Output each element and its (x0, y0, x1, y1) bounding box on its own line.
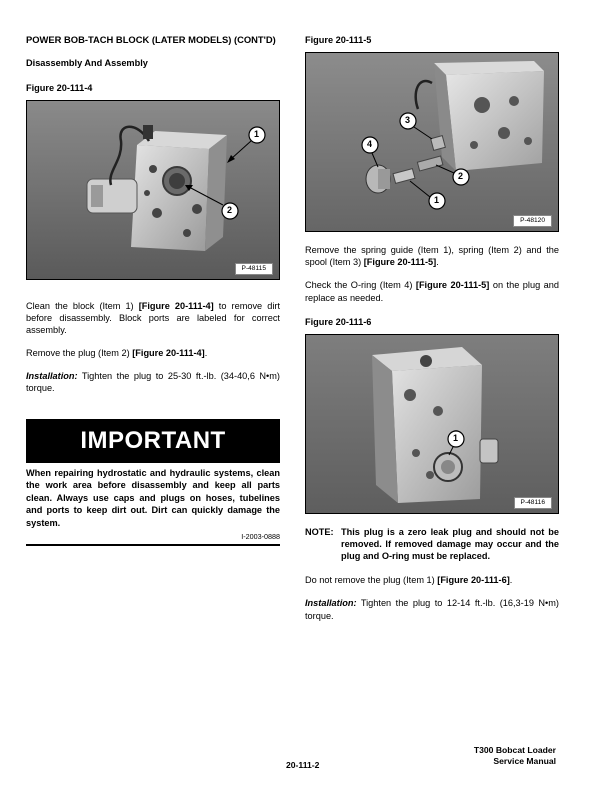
figure-20-111-4-photo (26, 100, 280, 280)
installation-label: Installation: (305, 598, 357, 609)
figure-label-20-111-4: Figure 20-111-4 (26, 82, 93, 93)
paragraph-do-not-remove-plug: Do not remove the plug (Item 1) [Figure 20-111-6]. (305, 575, 513, 586)
footer-title (474, 745, 556, 768)
installation-note: Installation: Tighten the plug to 12-14 ft.-lb. (16,3-19 N•m) torque. (305, 598, 559, 621)
figure-label-20-111-6: Figure 20-111-6 (305, 316, 372, 327)
valve-block-illustration (27, 101, 279, 279)
photo-number: P-48115 (235, 263, 273, 275)
figure-label-20-111-5: Figure 20-111-5 (305, 35, 372, 45)
figure-ref: [Figure 20-111-4] (132, 348, 205, 359)
left-column (26, 34, 280, 546)
photo-number: P-48120 (513, 215, 552, 227)
section-subtitle: Disassembly And Assembly (26, 58, 148, 69)
figure-ref: [Figure 20-111-4] (138, 300, 214, 311)
important-code: I-2003-0888 (241, 532, 280, 542)
note-text: This plug is a zero leak plug and should not be removed. If removed damage may occur and the plug and O-ring must be replaced. (341, 526, 559, 562)
photo-number: P-48116 (514, 497, 552, 509)
note-label: NOTE: (305, 526, 334, 537)
callout-1-label: 1 (434, 195, 440, 206)
important-text: When repairing hydrostatic and hydraulic systems, clean the work area before disassembly and keep all parts clean. Always use caps and plugs on hoses, tubelines and ports to keep dirt out. Dirt can quickly damage the system. (26, 467, 280, 528)
paragraph-clean-block: Clean the block (Item 1) [Figure 20-111-4] to remove dirt before disassembly. Block ports are labeled for correct assembly. (26, 300, 280, 336)
callout-1-label: 1 (254, 128, 260, 139)
paragraph-remove-plug: Remove the plug (Item 2) [Figure 20-111-4]. (26, 348, 208, 359)
page-number: 20-111-2 (286, 760, 320, 770)
figure-20-111-5-photo (305, 52, 559, 232)
figure-ref: [Figure 20-111-5] (415, 280, 490, 291)
figure-ref: [Figure 20-111-5] (363, 257, 437, 268)
paragraph-remove-spring-guide: Remove the spring guide (Item 1), spring (Item 2) and the spool (Item 3) [Figure 20-111-5]. (305, 245, 559, 268)
spool-parts-illustration (306, 53, 558, 231)
footer-manual: Service Manual (493, 756, 556, 767)
figure-ref: [Figure 20-111-6] (437, 575, 510, 586)
divider-rule (26, 544, 280, 546)
footer-model: T300 Bobcat Loader (473, 745, 556, 755)
callout-3-label: 3 (405, 115, 411, 126)
callout-2-label: 2 (227, 204, 233, 215)
callout-2-label: 2 (458, 171, 464, 182)
paragraph-check-oring: Check the O-ring (Item 4) [Figure 20-111-5] on the plug and replace as needed. (305, 280, 559, 303)
note-zero-leak-plug (305, 526, 559, 562)
installation-label: Installation: (26, 371, 78, 382)
installation-note: Installation: Tighten the plug to 25-30 ft.-lb. (34-40,6 N•m) torque. (26, 371, 280, 394)
important-banner: IMPORTANT (26, 419, 280, 463)
figure-20-111-6-photo (305, 334, 559, 514)
section-title: POWER BOB-TACH BLOCK (LATER MODELS) (CONT'D) (26, 34, 276, 45)
callout-4-label: 4 (367, 139, 373, 150)
callout-1-label: 1 (453, 432, 459, 443)
right-column (305, 34, 559, 622)
zero-leak-plug-illustration (306, 335, 558, 513)
